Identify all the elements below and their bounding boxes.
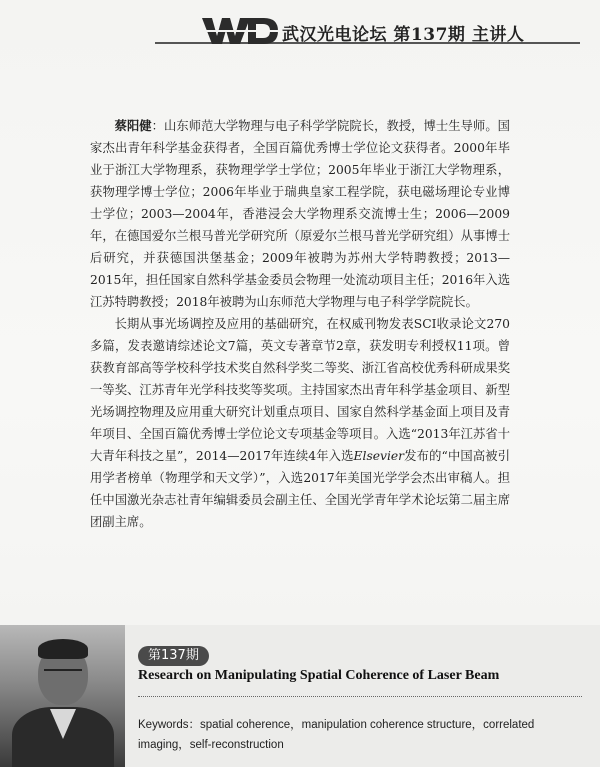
- speaker-name: 蔡阳健: [114, 118, 152, 133]
- issue-badge: 第137期: [138, 646, 209, 666]
- lecture-title: Research on Manipulating Spatial Coherence of Laser Beam: [138, 668, 500, 683]
- bio-paragraph-2-text-b: 发布的“中国高被引用学者榜单（物理学和天文学）”，入选2017年美国光学学会杰出审稿人。担任中国激光杂志社青年编辑委员会副主任、全国光学青年学术论坛第二届主席团副主席。: [90, 449, 510, 529]
- forum-title: 武汉光电论坛 第137期 主讲人: [282, 25, 525, 45]
- bio-paragraph-2-text-a: 长期从事光场调控及应用的基础研究，在权威刊物发表SCI收录论文270多篇，发表邀请综述论文7篇，英文专著章节2章，获发明专利授权11项。曾获教育部高等学校科学技术奖自然科学奖二等奖、浙江省高校优秀科研成果奖一等奖、江苏青年光学科技奖等奖项。主持国家杰出青年科学基金项目、新型光场调控物理及应用重大研究计划重点项目、国家自然科学基金面上项目及青年项目、全国百篇优秀博士学位论文专项基金等项目。入选“2013年江苏省十大青年科技之星”，2014—2017年连续4年入选: [90, 317, 510, 463]
- bio-paragraph-1: [90, 115, 510, 313]
- publisher-name: Elsevier: [353, 449, 405, 463]
- lecture-keywords: Keywords：spatial coherence，manipulation coherence structure，correlated imaging，self-reconstruction: [138, 719, 535, 751]
- bio-paragraph-1-text: ：山东师范大学物理与电子科学学院院长，教授，博士生导师。国家杰出青年科学基金获得者，全国百篇优秀博士学位论文获得者。2000年毕业于浙江大学物理系，获物理学学士学位；2005年毕业于浙江大学物理系，获物理学博士学位；2006年毕业于瑞典皇家工程学院，获电磁场理论专业博士学位；2003—2004年，香港浸会大学物理系交流博士生；2006—2009年，在德国爱尔兰根马普光学研究所（原爱尔兰根马普光学研究组）从事博士后研究，并获德国洪堡基金；2009年被聘为苏州大学特聘教授；2013—2015年，担任国家自然科学基金委员会物理一处流动项目主任；2016年入选江苏特聘教授；2018年被聘为山东师范大学物理与电子科学学院院长。: [90, 119, 510, 309]
- bio-paragraph-2: [90, 313, 510, 533]
- speaker-bio: [90, 115, 510, 533]
- speaker-portrait-icon: [0, 625, 125, 767]
- wd-logo-icon: [200, 14, 280, 48]
- header: [0, 12, 600, 52]
- divider: [138, 696, 582, 697]
